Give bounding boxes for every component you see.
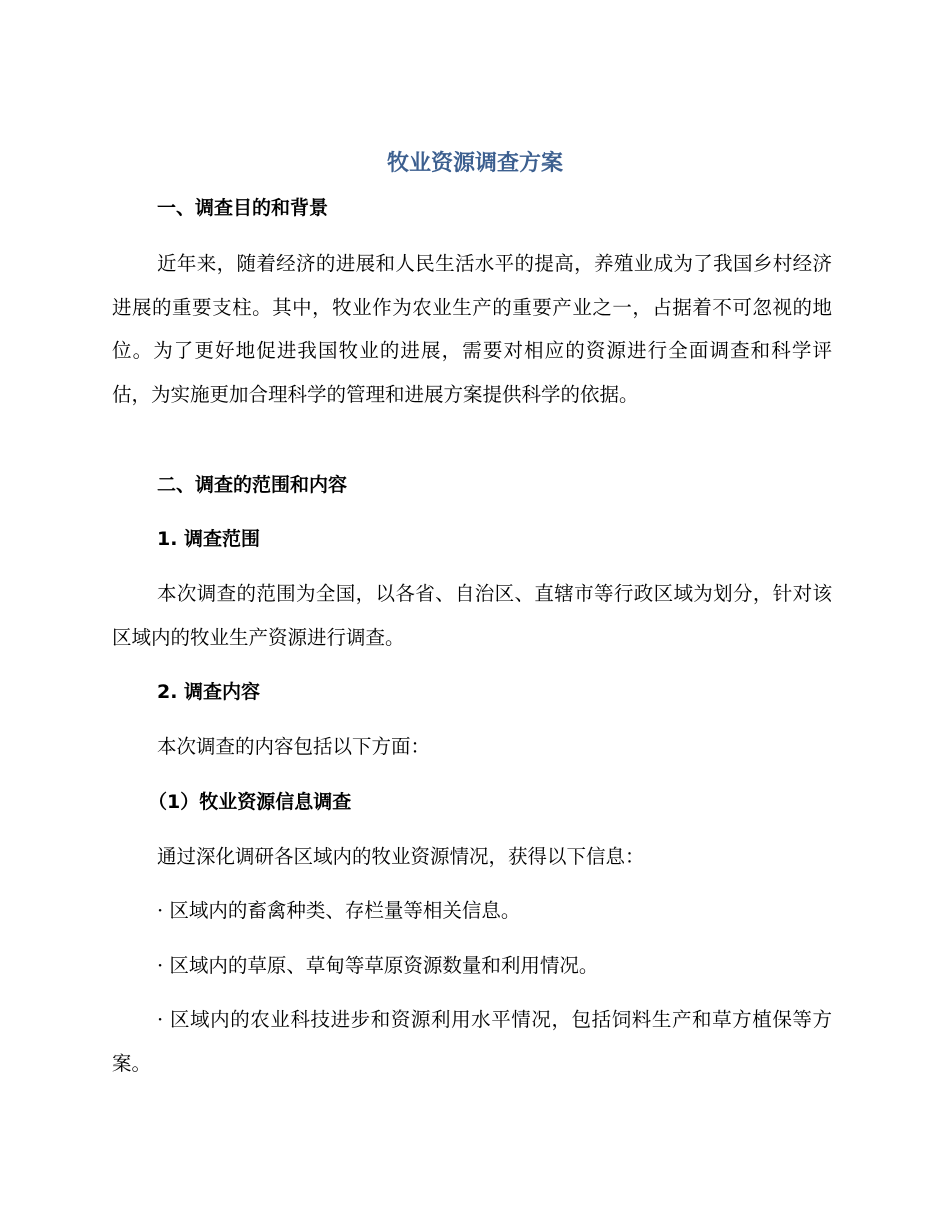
bullet-item-3: · 区域内的农业科技进步和资源利用水平情况，包括饲料生产和草方植保等方案。	[112, 1008, 832, 1075]
document-title: 牧业资源调查方案	[386, 151, 563, 176]
subsection-2-heading: 2. 调查内容	[157, 681, 261, 703]
section-1-paragraph: 近年来，随着经济的进展和人民生活水平的提高，养殖业成为了我国乡村经济进展的重要支柱。其中，牧业作为农业生产的重要产业之一，占据着不可忽视的地位。为了更好地促进我国牧业的进展，需要对相应的资源进行全面调查和科学评估，为实施更加合理科学的管理和进展方案提供科学的依据。	[112, 252, 832, 406]
bullet-item-1: · 区域内的畜禽种类、存栏量等相关信息。	[157, 899, 521, 922]
section-1-heading: 一、调查目的和背景	[157, 197, 329, 219]
item-1-heading: （1）牧业资源信息调查	[148, 791, 352, 813]
subsection-2-paragraph: 本次调查的内容包括以下方面：	[157, 735, 431, 758]
section-2-heading: 二、调查的范围和内容	[157, 474, 348, 496]
subsection-1-heading: 1. 调查范围	[157, 528, 261, 550]
item-1-paragraph: 通过深化调研各区域内的牧业资源情况，获得以下信息：	[157, 845, 645, 868]
subsection-1-paragraph: 本次调查的范围为全国，以各省、自治区、直辖市等行政区域为划分，针对该区域内的牧业生产资源进行调查。	[112, 582, 832, 649]
bullet-item-2: · 区域内的草原、草甸等草原资源数量和利用情况。	[157, 954, 599, 977]
